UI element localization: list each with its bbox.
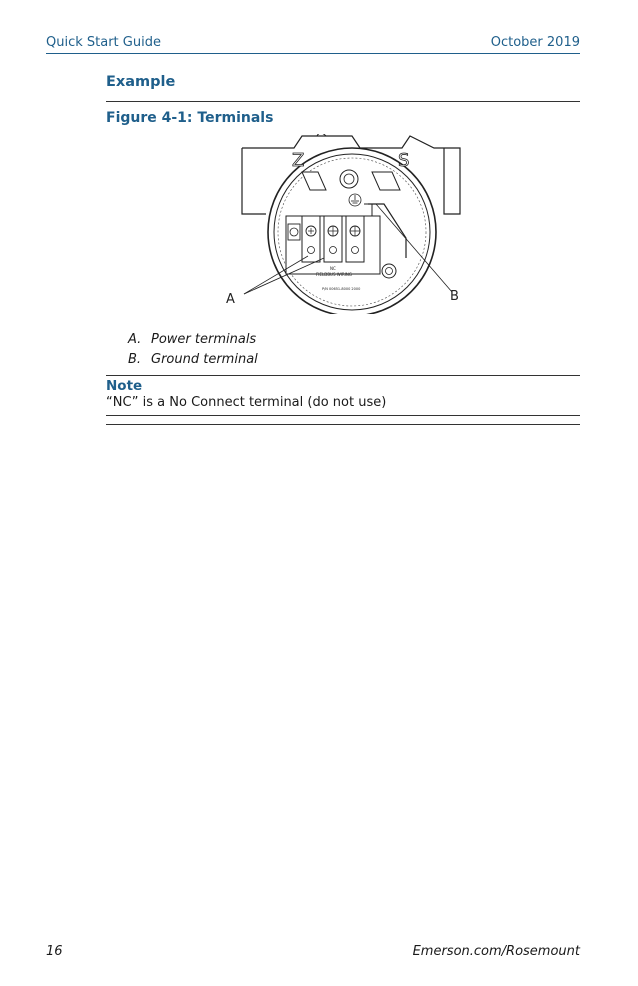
power-terminal-2 — [324, 216, 342, 262]
header-guide-title: Quick Start Guide — [46, 35, 161, 50]
note-title: Note — [106, 378, 143, 394]
legend-key: B. — [128, 352, 142, 367]
power-terminal-1 — [302, 216, 320, 262]
figure-title: Figure 4-1: Terminals — [106, 110, 274, 126]
callout-b: B — [450, 289, 459, 304]
section-rule — [106, 101, 580, 102]
note-end-rule — [106, 424, 580, 425]
embossed-s: S — [398, 150, 410, 171]
section-title: Example — [106, 74, 176, 90]
ground-terminal-screw — [382, 264, 396, 278]
note-text: “NC” is a No Connect terminal (do not use) — [106, 395, 387, 410]
legend-item — [128, 330, 258, 350]
nc-label: NC — [330, 266, 336, 271]
top-screw — [340, 170, 358, 188]
footer-url: Emerson.com/Rosemount — [412, 944, 580, 959]
page-header — [46, 33, 580, 54]
legend-text: Power terminals — [151, 332, 257, 347]
part-number-label: P/N 00651-8000 2000 — [322, 287, 361, 291]
callout-a: A — [226, 292, 235, 307]
fieldbus-label: FIELDBUS WIRING — [316, 272, 352, 277]
note-top-rule — [106, 375, 580, 376]
housing-left-flange — [242, 148, 266, 214]
legend-key: A. — [128, 332, 142, 347]
legend-item — [128, 350, 258, 370]
embossed-z: Z — [292, 150, 305, 171]
terminals-figure — [222, 134, 482, 314]
note-bottom-rule — [106, 415, 580, 416]
page-number: 16 — [46, 944, 63, 959]
legend-text: Ground terminal — [151, 352, 258, 367]
header-date: October 2019 — [490, 35, 580, 50]
nc-terminal — [346, 216, 364, 262]
figure-legend — [128, 330, 258, 370]
